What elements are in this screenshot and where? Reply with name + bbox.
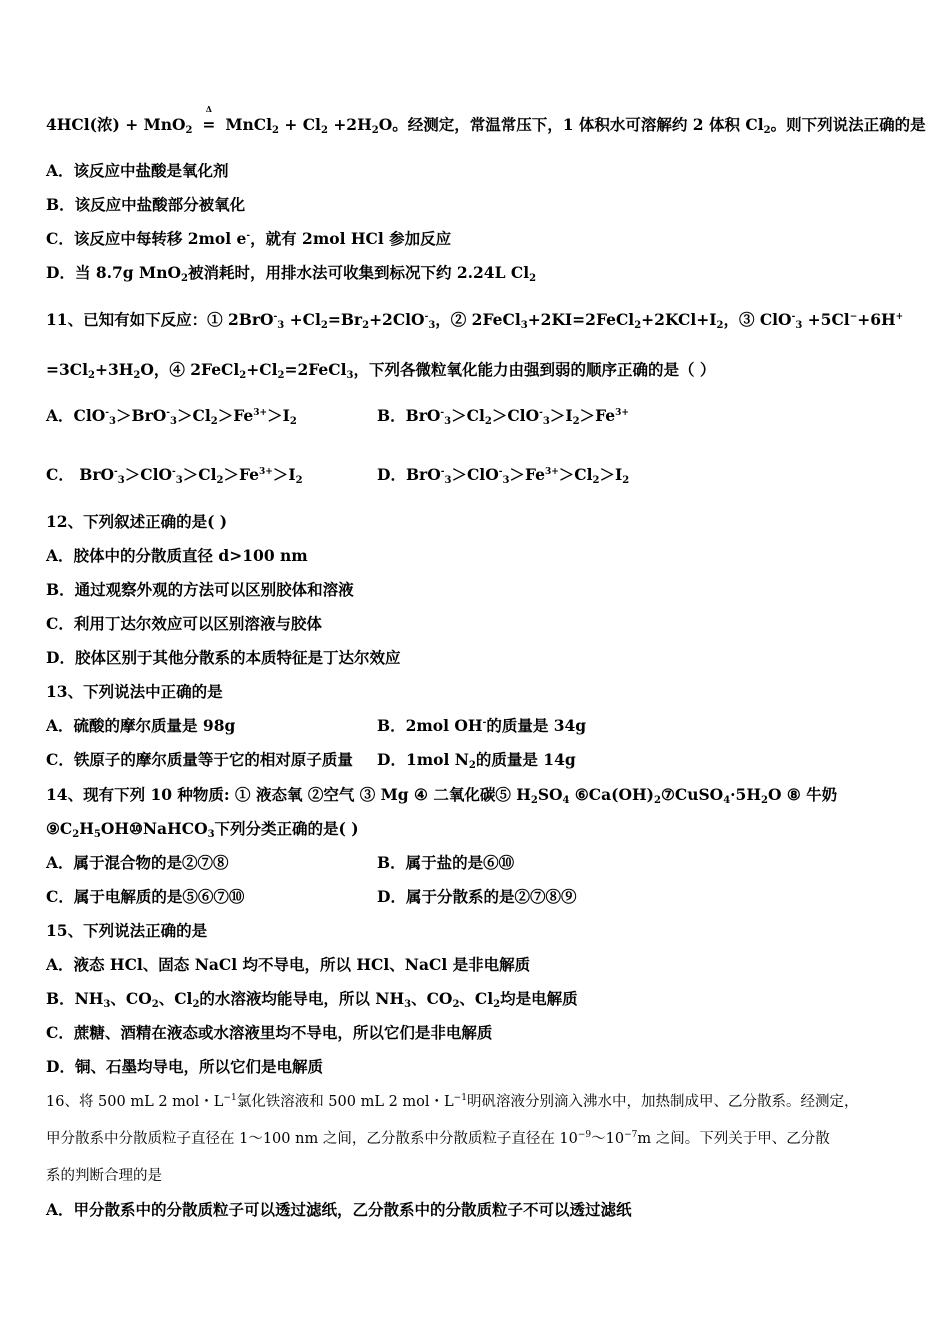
q12-stem: 12、下列叙述正确的是( ) <box>46 512 228 531</box>
q16-stem-line1: 16、将 500 mL 2 mol・$L^{-1}$氯化铁溶液和 500 mL 2 mol・$L^{-1}$明矾溶液分别滴入沸水中，加热制成甲、乙分散系。经测定， <box>46 1093 859 1110</box>
q14-option-b[interactable]: B．属于盐的是⑥⑩ <box>377 853 515 872</box>
q10-equation-line: 4HCl(浓) + MnO$_2$ Δ = MnCl$_2$ + $Cl_2 +2H_2O$。经测定，常温常压下，1 体积水可溶解约 2 体积 $Cl_2$。则下列说法正确的是 <box>46 104 926 136</box>
q13-stem: 13、下列说法中正确的是 <box>46 682 223 701</box>
q16-option-a[interactable]: A．甲分散系中的分散质粒子可以透过滤纸，乙分散系中的分散质粒子不可以透过滤纸 <box>46 1200 632 1219</box>
q13-option-a[interactable]: A．硫酸的摩尔质量是 98g <box>46 716 236 735</box>
q15-option-d[interactable]: D．铜、石墨均导电，所以它们是电解质 <box>46 1057 323 1076</box>
q10-option-b[interactable]: B．该反应中盐酸部分被氧化 <box>46 195 246 214</box>
q13-option-c[interactable]: C．铁原子的摩尔质量等于它的相对原子质量 <box>46 750 353 769</box>
q14-stem-line2: $⑨C_2H_5OH⑩NaHCO_3$下列分类正确的是( ) <box>46 819 359 840</box>
q15-option-b[interactable]: B．$NH_3$、$CO_2$、$Cl_2$的水溶液均能导电，所以 $NH_3$、$CO_2$、$Cl_2$均是电解质 <box>46 989 578 1010</box>
q12-option-d[interactable]: D．胶体区别于其他分散系的本质特征是丁达尔效应 <box>46 648 401 667</box>
q11-option-d[interactable]: D．$BrO^-_3>ClO^-_3>Fe^{3+}>Cl_2>I_2$ <box>377 465 630 486</box>
q11-stem-line2: $=3Cl_2+3H_2O$，④ $2FeCl_2+Cl_2=2FeCl_3$，下列各微粒氧化能力由强到弱的顺序正确的是（ ） <box>46 360 716 381</box>
q15-option-a[interactable]: A．液态 HCl、固态 NaCl 均不导电，所以 HCl、NaCl 是非电解质 <box>46 955 531 974</box>
q13-option-d[interactable]: D．1mol $N_2$的质量是 14g <box>377 750 576 771</box>
q10-option-a[interactable]: A．该反应中盐酸是氧化剂 <box>46 161 229 180</box>
q12-option-a[interactable]: A．胶体中的分散质直径 d>100 nm <box>46 546 308 565</box>
q14-stem-line1: 14、现有下列 10 种物质: ① 液态氧 ②空气 ③ Mg ④ 二氧化碳⑤ $H_2SO_4$ $⑥Ca(OH)_2⑦CuSO_4\cdot 5H_2O$ ⑧ 牛奶 <box>46 785 838 806</box>
q16-stem-line2: 甲分散系中分散质粒子直径在 1～100 nm 之间，乙分散系中分散质粒子直径在 $10^{-9}\sim 10^{-7}m$ 之间。下列关于甲、乙分散 <box>46 1130 830 1147</box>
q16-stem-line3: 系的判断合理的是 <box>46 1168 162 1184</box>
q13-option-b[interactable]: B．2mol OH-的质量是 34g <box>377 716 587 735</box>
q11-option-a[interactable]: A．$ClO^-_3>BrO^-_3>Cl_2>Fe^{3+}>I_2$ <box>46 406 297 427</box>
q15-stem: 15、下列说法正确的是 <box>46 921 208 940</box>
q15-option-c[interactable]: C．蔗糖、酒精在液态或水溶液里均不导电，所以它们是非电解质 <box>46 1023 493 1042</box>
q10-option-d[interactable]: D．当 8.7g MnO$_2$被消耗时，用排水法可收集到标况下约 2.24L $Cl_2$ <box>46 263 537 284</box>
q11-stem-line1: 11、已知有如下反应：① $2BrO^-_3 +Cl_2=Br_2+2ClO^-_3$，② $2FeCl_3+2KI=2FeCl_2+2KCl+I_2$，③ ClO-$_3$ +5Cl−+6H+ <box>46 310 904 331</box>
q14-option-d[interactable]: D．属于分散系的是②⑦⑧⑨ <box>377 887 577 906</box>
q11-option-b[interactable]: B．$BrO^-_3>Cl_2>ClO^-_3>I_2>Fe^{3+}$ <box>377 406 629 427</box>
q11-option-c[interactable]: C． $BrO^-_3>ClO^-_3>Cl_2>Fe^{3+}>I_2$ <box>46 465 303 486</box>
q14-option-c[interactable]: C．属于电解质的是⑤⑥⑦⑩ <box>46 887 245 906</box>
q10-option-c[interactable]: C．该反应中每转移 2mol e-，就有 2mol HCl 参加反应 <box>46 229 452 248</box>
heating-condition: Δ = <box>202 104 216 134</box>
q14-option-a[interactable]: A．属于混合物的是②⑦⑧ <box>46 853 229 872</box>
q12-option-b[interactable]: B．通过观察外观的方法可以区别胶体和溶液 <box>46 580 354 599</box>
q12-option-c[interactable]: C．利用丁达尔效应可以区别溶液与胶体 <box>46 614 322 633</box>
